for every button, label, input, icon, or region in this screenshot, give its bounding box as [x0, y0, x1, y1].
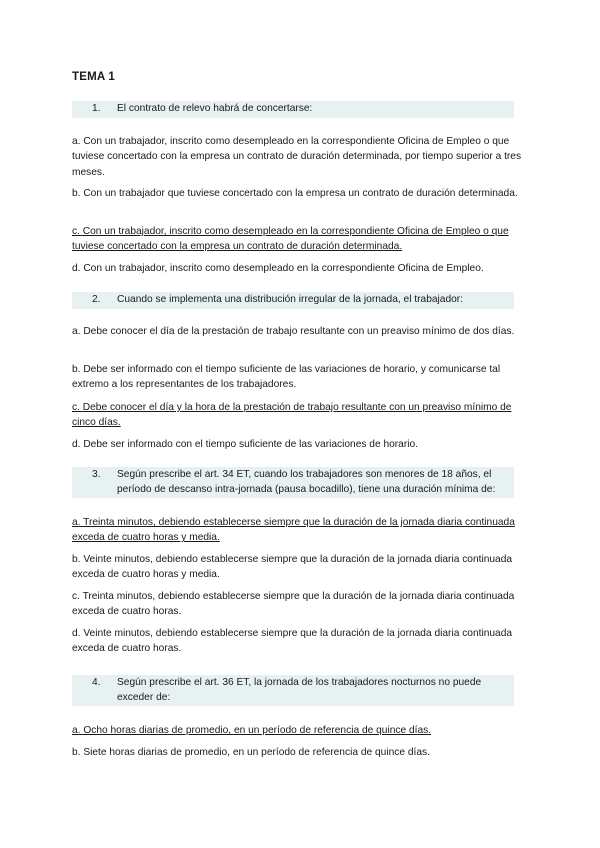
answer-1b: b. Con un trabajador que tuviese concertado con la empresa un contrato de duración determinada.	[72, 188, 518, 199]
answer-3d: d. Veinte minutos, debiendo establecerse siempre que la duración de la jornada diaria continuada exceda de cuatro horas.	[72, 628, 513, 655]
answer-2b: b. Debe ser informado con el tiempo suficiente de las variaciones de horario, y comunicarse tal extremo a los representantes de los trabajadores.	[72, 364, 501, 391]
answer-1d: d. Con un trabajador, inscrito como desempleado en la correspondiente Oficina de Empleo.	[72, 263, 484, 274]
answer-3a-correct: a. Treinta minutos, debiendo establecerse siempre que la duración de la jornada diaria continuada exceda de cuatro horas y media.	[72, 517, 515, 544]
question-number: 2.	[92, 294, 101, 305]
answer-2d: d. Debe ser informado con el tiempo suficiente de las variaciones de horario.	[72, 439, 418, 450]
question-2	[72, 292, 514, 309]
question-text: Según prescribe el art. 36 ET, la jornada de los trabajadores nocturnos no puede exceder de:	[117, 677, 482, 703]
answer-3b: b. Veinte minutos, debiendo establecerse siempre que la duración de la jornada diaria continuada exceda de cuatro horas y media.	[72, 554, 513, 581]
answer-4a-correct: a. Ocho horas diarias de promedio, en un período de referencia de quince días.	[72, 725, 432, 736]
question-number: 3.	[92, 469, 101, 480]
question-3	[72, 467, 514, 498]
question-text: El contrato de relevo habrá de concertarse:	[117, 103, 313, 114]
question-number: 1.	[92, 103, 101, 114]
answer-4b: b. Siete horas diarias de promedio, en un período de referencia de quince días.	[72, 747, 430, 758]
question-4	[72, 675, 514, 706]
question-number: 4.	[92, 677, 101, 688]
page-title: TEMA 1	[72, 71, 115, 83]
question-text: Cuando se implementa una distribución irregular de la jornada, el trabajador:	[117, 294, 464, 305]
question-text: Según prescribe el art. 34 ET, cuando los trabajadores son menores de 18 años, el período de descanso intra-jornada (pausa bocadillo), tiene una duración mínima de:	[117, 469, 496, 495]
answer-2a: a. Debe conocer el día de la prestación de trabajo resultante con un preaviso mínimo de dos días.	[72, 326, 515, 337]
question-1	[72, 101, 514, 118]
answer-1a: a. Con un trabajador, inscrito como desempleado en la correspondiente Oficina de Empleo o que tuviese concertado con la empresa un contrato de duración determinada, por tiempo superior a tres meses.	[72, 136, 522, 178]
answer-3c: c. Treinta minutos, debiendo establecerse siempre que la duración de la jornada diaria continuada exceda de cuatro horas.	[72, 591, 515, 618]
answer-1c-correct: c. Con un trabajador, inscrito como desempleado en la correspondiente Oficina de Empleo o que tuviese concertado con la empresa un contrato de duración determinada.	[72, 226, 509, 253]
answer-2c-correct: c. Debe conocer el día y la hora de la prestación de trabajo resultante con un preaviso mínimo de cinco días.	[72, 402, 512, 429]
